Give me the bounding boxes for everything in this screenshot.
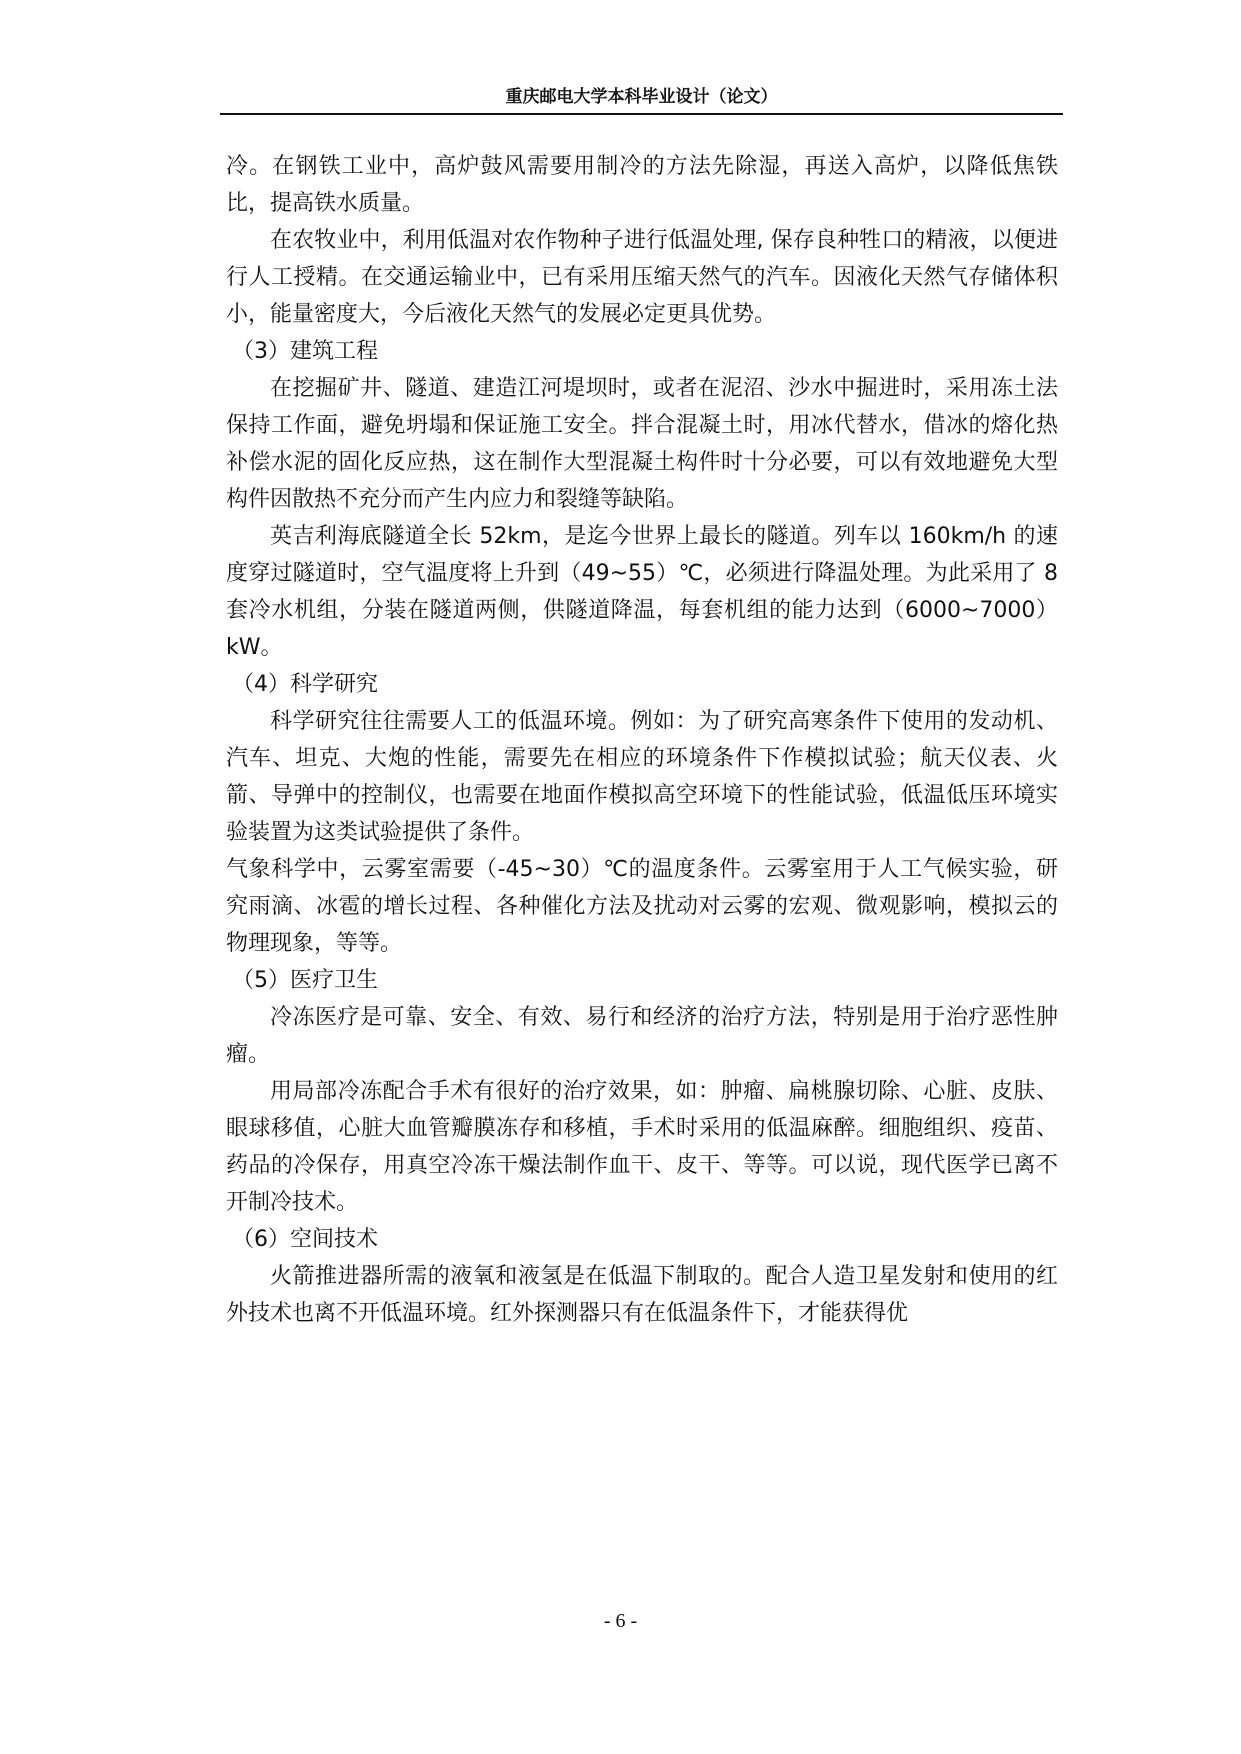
paragraph-meteorology: 气象科学中，云雾室需要（-45~30）℃的温度条件。云雾室用于人工气候实验，研究雨滴、冰雹的增长过程、各种催化方法及扰动对云雾的宏观、微观影响，模拟云的物理现象，等等。 [226, 857, 1058, 956]
paragraph-science: 科学研究往往需要人工的低温环境。例如：为了研究高寒条件下使用的发动机、汽车、坦克、大炮的性能，需要先在相应的环境条件下作模拟试验；航天仪表、火箭、导弹中的控制仪，也需要在地面作模拟高空环境下的性能试验，低温低压环境实验装置为这类试验提供了条件。 [226, 709, 1058, 845]
paragraph-construction: 在挖掘矿井、隧道、建造江河堤坝时，或者在泥沼、沙水中掘进时，采用冻土法保持工作面，避免坍塌和保证施工安全。拌合混凝土时，用冰代替水，借冰的熔化热补偿水泥的固化反应热，这在制作大型混凝土构件时十分必要，可以有效地避免大型构件因散热不充分而产生内应力和裂缝等缺陷。 [226, 376, 1058, 512]
paragraph-cryotherapy: 冷冻医疗是可靠、安全、有效、易行和经济的治疗方法，特别是用于治疗恶性肿瘤。 [226, 1005, 1058, 1067]
section-heading-space: （6）空间技术 [232, 1227, 378, 1252]
page-number: - 6 - [603, 1610, 638, 1632]
paragraph-space: 火箭推进器所需的液氧和液氢是在低温下制取的。配合人造卫星发射和使用的红外技术也离不开低温环境。红外探测器只有在低温条件下，才能获得优 [226, 1264, 1058, 1326]
paragraph-channel-tunnel: 英吉利海底隧道全长 52km，是迄今世界上最长的隧道。列车以 160km/h 的速度穿过隧道时，空气温度将上升到（49~55）℃，必须进行降温处理。为此采用了 8 套冷水机组，分装在隧道两侧，供隧道降温，每套机组的能力达到（6000~7000）kW。 [226, 524, 1058, 660]
header-divider [220, 113, 1063, 115]
paragraph-agriculture: 在农牧业中，利用低温对农作物种子进行低温处理, 保存良种牲口的精液，以便进行人工授精。在交通运输业中，已有采用压缩天然气的汽车。因液化天然气存储体积小，能量密度大，今后液化天然气的发展必定更具优势。 [226, 228, 1058, 327]
section-heading-science: （4）科学研究 [232, 672, 378, 697]
running-header: 重庆邮电大学本科毕业设计（论文） [505, 87, 778, 107]
body-text [226, 148, 1058, 1332]
paragraph-surgery: 用局部冷冻配合手术有很好的治疗效果，如：肿瘤、扁桃腺切除、心脏、皮肤、眼球移值，心脏大血管瓣膜冻存和移植，手术时采用的低温麻醉。细胞组织、疫苗、药品的冷保存，用真空冷冻干燥法制作血干、皮干、等等。可以说，现代医学已离不开制冷技术。 [226, 1079, 1058, 1215]
paragraph-steel-industry: 冷。在钢铁工业中，高炉鼓风需要用制冷的方法先除湿，再送入高炉，以降低焦铁比，提高铁水质量。 [226, 154, 1058, 216]
section-heading-medical: （5）医疗卫生 [232, 968, 378, 993]
section-heading-construction: （3）建筑工程 [232, 339, 378, 364]
